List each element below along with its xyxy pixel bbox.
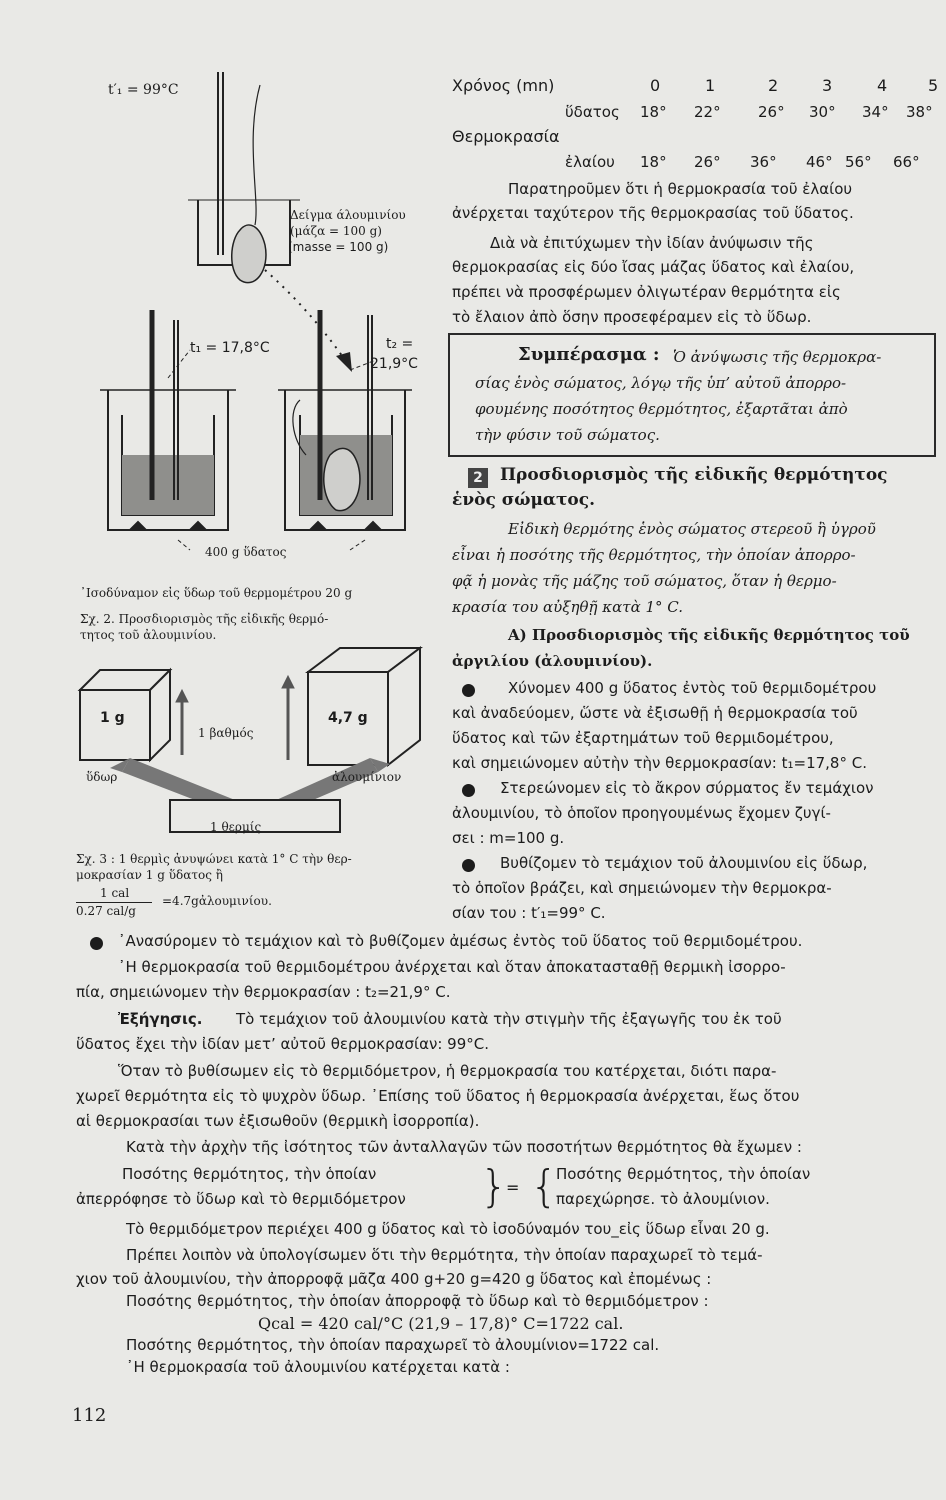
oil-2: 36° xyxy=(750,153,777,171)
equation-right-l1: Ποσότης θερμότητος, τὴν ὁποίαν xyxy=(556,1165,811,1183)
oil-row-label: ἐλαίου xyxy=(565,153,615,171)
sample-label-l3: (masse = 100 g) xyxy=(288,240,389,254)
step3-l2: τὸ ὁποῖον βράζει, καὶ σημειώνομεν τὴν θερμοκρα- xyxy=(452,879,832,897)
water-2: 26° xyxy=(758,103,785,121)
cube-1g-label: 1 g xyxy=(100,710,125,726)
fig2-caption-l2: τητος τοῦ ἀλουμινίου. xyxy=(80,628,217,642)
definition-l4: κρασία του αὐξηθῇ κατὰ 1° C. xyxy=(452,598,683,616)
subsection-a-l1: Α) Προσδιορισμὸς τῆς εἰδικῆς θερμότητος τοῦ xyxy=(508,626,910,644)
thermo-boil-label: t′₁ = 99°C xyxy=(108,82,179,98)
body-line-11: Πρέπει λοιπὸν νὰ ὑπολογίσωμεν ὅτι τὴν θερμότητα, τὴν ὁποίαν παραχωρεῖ τὸ τεμά- xyxy=(126,1246,763,1264)
equation-left-l2: ἀπερρόφησε τὸ ὕδωρ καὶ τὸ θερμιδόμετρον xyxy=(76,1190,406,1208)
time-0: 0 xyxy=(650,76,661,95)
formula-qcal: Qcal = 420 cal/°C (21,9 – 17,8)° C=1722 cal. xyxy=(258,1314,624,1333)
brace-left-icon: { xyxy=(530,1161,558,1212)
bullet-icon xyxy=(462,784,475,797)
cube-alu-label: ἀλουμίνιον xyxy=(332,770,402,784)
para2-l3: πρέπει νὰ προσφέρωμεν ὀλιγωτέραν θερμότητα εἰς xyxy=(452,283,841,301)
brace-right-icon: } xyxy=(480,1161,508,1212)
step2-l2: ἀλουμινίου, τὸ ὁποῖον προηγουμένως ἔχομεν ζυγί- xyxy=(452,804,831,822)
body-line-16: ᾿Η θερμοκρασία τοῦ ἀλουμινίου κατέρχεται κατὰ : xyxy=(126,1358,510,1376)
body-line-7: χωρεῖ θερμότητα εἰς τὸ ψυχρὸν ὕδωρ. ᾿Επίσης τοῦ ὕδατος ἡ θερμοκρασία ἀνέρχεται, ἕως ὅτου xyxy=(76,1087,800,1105)
conclusion-l2: σίας ἑνὸς σώματος, λόγῳ τῆς ὑπ’ αὐτοῦ ἀπορρο- xyxy=(475,374,847,392)
bullet-icon xyxy=(462,684,475,697)
frac-bar xyxy=(76,902,152,903)
step1-l1: Χύνομεν 400 g ὕδατος ἐντὸς τοῦ θερμιδομέτρου xyxy=(508,679,877,697)
body-line-5: ὕδατος ἔχει τὴν ἰδίαν μετ’ αὐτοῦ θερμοκρασίαν: 99°C. xyxy=(76,1035,490,1053)
fig3-caption-l2: μοκρασίαν 1 g ὕδατος ἢ xyxy=(76,868,223,882)
conclusion-l3: φουμένης ποσότητος θερμότητος, ἐξαρτᾶται ἀπὸ xyxy=(475,400,848,418)
step3-l3: σίαν του : t′₁=99° C. xyxy=(452,904,606,922)
equation-left-l1: Ποσότης θερμότητος, τὴν ὁποίαν xyxy=(122,1165,377,1183)
body-line-15: Ποσότης θερμότητος, τὴν ὁποίαν παραχωρεῖ τὸ ἀλουμίνιον=1722 cal. xyxy=(126,1336,660,1354)
time-label: Χρόνος (mn) xyxy=(452,76,555,95)
equivalent-note: ᾿Ισοδύναμον εἰς ὕδωρ τοῦ θερμομέτρου 20 g xyxy=(80,586,353,600)
section-title-l1: Προσδιορισμὸς τῆς εἰδικῆς θερμότητος xyxy=(500,465,888,485)
section-title-l2: ἑνὸς σώματος. xyxy=(452,490,596,510)
water-row-label: ὕδατος xyxy=(565,103,620,121)
body-line-8: αἱ θερμοκρασίαι των ἐξισωθοῦν (θερμικὴ ἰσορροπία). xyxy=(76,1112,480,1130)
body-line-2: ᾿Η θερμοκρασία τοῦ θερμιδομέτρου ἀνέρχεται καὶ ὅταν ἀποκατασταθῇ θερμικὴ ἰσορρο- xyxy=(118,958,786,976)
definition-l2: εἶναι ἡ ποσότης τῆς θερμότητος, τὴν ὁποίαν ἀπορρο- xyxy=(452,546,856,564)
step1-l4: καὶ σημειώνομεν αὐτὴν τὴν θερμοκρασίαν: t₁=17,8° C. xyxy=(452,754,867,772)
water-3: 30° xyxy=(809,103,836,121)
time-3: 3 xyxy=(822,76,833,95)
fig3-caption-l1: Σχ. 3 : 1 θερμὶς ἀνυψώνει κατὰ 1° C τὴν θερ- xyxy=(76,852,352,866)
oil-1: 26° xyxy=(694,153,721,171)
cube-47g-label: 4,7 g xyxy=(328,710,368,726)
body-line-6: Ὅταν τὸ βυθίσωμεν εἰς τὸ θερμιδόμετρον, ἡ θερμοκρασία του κατέρχεται, διότι παρα- xyxy=(118,1062,777,1080)
body-line-4: Τὸ τεμάχιον τοῦ ἀλουμινίου κατὰ τὴν στιγμὴν τῆς ἐξαγωγῆς του ἐκ τοῦ xyxy=(236,1010,782,1028)
degree-label: 1 βαθμός xyxy=(198,726,254,740)
conclusion-heading: Συμπέρασμα : xyxy=(518,344,660,365)
explanation-heading: Ἐξήγησις. xyxy=(118,1010,203,1028)
para2-l2: θερμοκρασίας εἰς δύο ἴσας μάζας ὕδατος καὶ ἐλαίου, xyxy=(452,258,855,276)
sample-label-l1: Δείγμα άλουμινίου xyxy=(290,208,406,222)
calorie-box-label: 1 θερμίς xyxy=(210,820,262,834)
water-400-label: 400 g ὕδατος xyxy=(205,545,287,559)
equation-equals: = xyxy=(506,1178,520,1197)
t1-label: t₁ = 17,8°C xyxy=(190,340,270,356)
conclusion-l1: Ὁ ἀνύψωσις τῆς θερμοκρα- xyxy=(673,348,882,366)
step2-l1: Στερεώνομεν εἰς τὸ ἄκρον σύρματος ἔν τεμάχιον xyxy=(500,779,874,797)
step1-l2: καὶ ἀναδεύομεν, ὥστε νὰ ἐξισωθῇ ἡ θερμοκρασία τοῦ xyxy=(452,704,858,722)
figure-cubes xyxy=(70,640,440,850)
time-1: 1 xyxy=(705,76,716,95)
oil-5: 66° xyxy=(893,153,920,171)
observation-l2: ἀνέρχεται ταχύτερον τῆς θερμοκρασίας τοῦ ὕδατος. xyxy=(452,204,854,222)
step1-l3: ὕδατος καὶ τῶν ἐξαρτημάτων τοῦ θερμιδομέτρου, xyxy=(452,729,834,747)
observation-l1: Παρατηροῦμεν ὅτι ἡ θερμοκρασία τοῦ ἐλαίου xyxy=(508,180,853,198)
time-5: 5 xyxy=(928,76,939,95)
water-0: 18° xyxy=(640,103,667,121)
conclusion-l4: τὴν φύσιν τοῦ σώματος. xyxy=(475,426,660,444)
oil-4: 56° xyxy=(845,153,872,171)
water-4: 34° xyxy=(862,103,889,121)
body-line-10: Τὸ θερμιδόμετρον περιέχει 400 g ὕδατος καὶ τὸ ἰσοδύναμόν του_εἰς ὕδωρ εἶναι 20 g. xyxy=(126,1220,770,1238)
definition-l3: φᾷ ἡ μονὰς τῆς μάζης τοῦ σώματος, ὅταν ἡ θερμο- xyxy=(452,572,837,590)
water-1: 22° xyxy=(694,103,721,121)
bullet-icon xyxy=(462,859,475,872)
para2-l4: τὸ ἔλαιον ἀπὸ ὅσην προσεφέραμεν εἰς τὸ ὕδωρ. xyxy=(452,308,812,326)
t2-label: t₂ = xyxy=(386,336,414,352)
section-number-badge: 2 xyxy=(468,468,488,488)
body-line-13: Ποσότης θερμότητος, τὴν ὁποίαν ἀπορροφᾷ τὸ ὕδωρ καὶ τὸ θερμιδόμετρον : xyxy=(126,1292,709,1310)
cubes-drawing xyxy=(70,640,440,850)
subsection-a-l2: ἀργιλίου (ἀλουμινίου). xyxy=(452,652,653,670)
fig2-caption-l1: Σχ. 2. Προσδιορισμὸς τῆς εἰδικῆς θερμό- xyxy=(80,612,329,626)
bullet-icon xyxy=(90,937,103,950)
figure-apparatus xyxy=(60,60,450,580)
time-4: 4 xyxy=(877,76,888,95)
frac-denominator: 0.27 cal/g xyxy=(76,904,136,918)
page-number: 112 xyxy=(72,1405,107,1426)
definition-l1: Εἰδικὴ θερμότης ἑνὸς σώματος στερεοῦ ἢ ὑγροῦ xyxy=(508,520,876,538)
step2-l3: σει : m=100 g. xyxy=(452,829,565,847)
water-5: 38° xyxy=(906,103,933,121)
equation-right-l2: παρεχώρησε. τὸ ἀλουμίνιον. xyxy=(556,1190,770,1208)
body-line-12: χιον τοῦ ἀλουμινίου, τὴν ἀπορροφᾷ μᾶζα 400 g+20 g=420 g ὕδατος καὶ ἐπομένως : xyxy=(76,1270,712,1288)
sample-label-l2: (μάζα = 100 g) xyxy=(290,224,382,238)
time-2: 2 xyxy=(768,76,779,95)
body-line-9: Κατὰ τὴν ἀρχὴν τῆς ἰσότητος τῶν ἀνταλλαγῶν τῶν ποσοτήτων θερμότητος θὰ ἔχωμεν : xyxy=(126,1138,802,1156)
body-line-3: πία, σημειώνομεν τὴν θερμοκρασίαν : t₂=21,9° C. xyxy=(76,983,451,1001)
cube-water-label: ὕδωρ xyxy=(86,770,118,784)
apparatus-drawing xyxy=(60,60,450,580)
t2-value-label: 21,9°C xyxy=(370,356,418,372)
temperature-label: Θερμοκρασία xyxy=(452,127,560,146)
oil-0: 18° xyxy=(640,153,667,171)
frac-numerator: 1 cal xyxy=(100,886,130,900)
body-line-1: ᾽Ανασύρομεν τὸ τεμάχιον καὶ τὸ βυθίζομεν ἀμέσως ἐντὸς τοῦ ὕδατος τοῦ θερμιδομέτρου. xyxy=(118,932,803,950)
frac-result: =4.7gἀλουμινίου. xyxy=(162,894,272,908)
oil-3: 46° xyxy=(806,153,833,171)
para2-l1: Διὰ νὰ ἐπιτύχωμεν τὴν ἰδίαν ἀνύψωσιν τῆς xyxy=(490,234,814,252)
step3-l1: Βυθίζομεν τὸ τεμάχιον τοῦ ἀλουμινίου εἰς ὕδωρ, xyxy=(500,854,868,872)
